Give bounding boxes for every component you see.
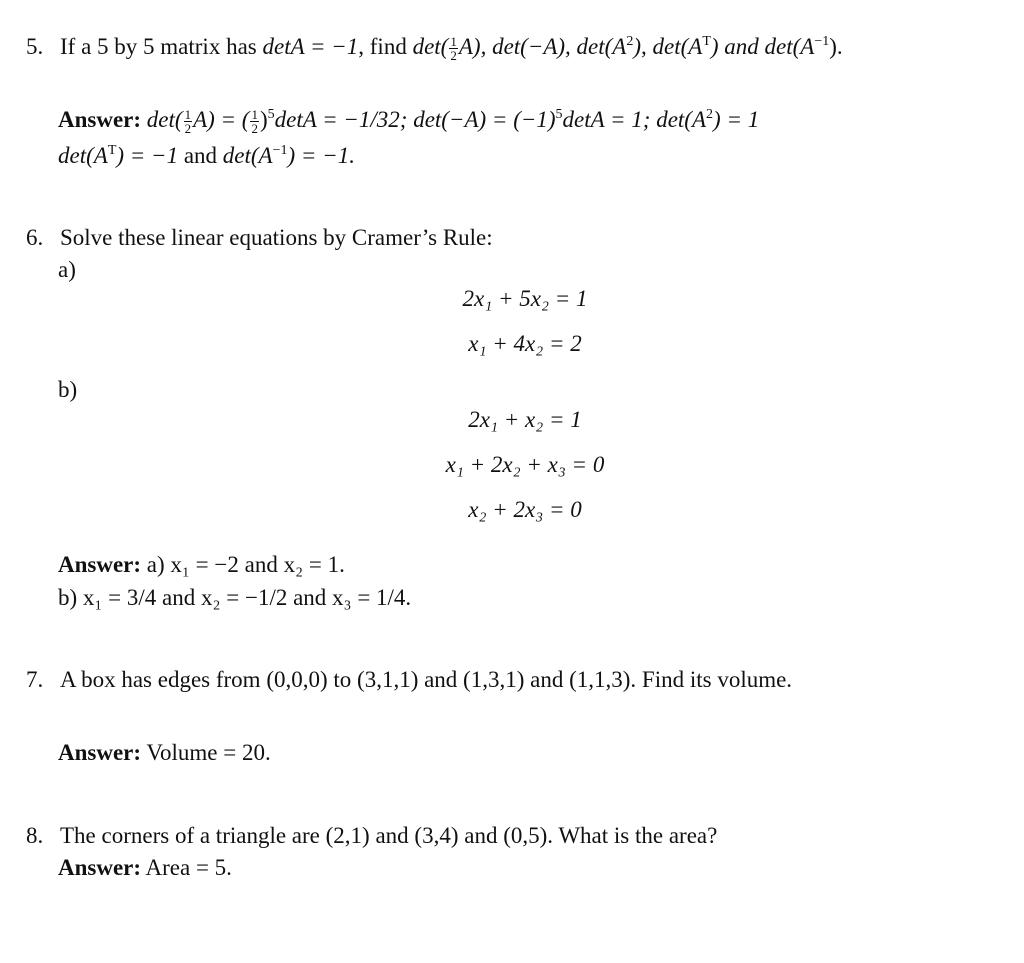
problem-7-question: [26, 668, 792, 691]
problem-6-part-a-label: a): [58, 257, 76, 282]
equation-b1: 2x₁ + x₂ = 1: [468, 407, 582, 432]
problem-5-question: 5. If a 5 by 5 matrix has detA = −1, find det( $\frac{1}{2}$ A), det(−A), $\det(A^2)$, $\det(A^T)$ and $\det(A^{-1})$.: [26, 34, 843, 64]
equation-b2: x₁ + 2x₂ + x₃ = 0: [445, 452, 605, 477]
problem-6-answer-b: b) x₁ = 3/4 and x₂ = −1/2 and x₃ = 1/4.: [58, 585, 412, 610]
problem-7-number: 7.: [26, 667, 44, 692]
problem-7-answer: Answer: Volume = 20.: [58, 740, 271, 765]
equation-a1: 2x₁ + 5x₂ = 1: [462, 286, 588, 311]
problem-5-find: , find: [358, 34, 413, 59]
problem-8-answer-label: Answer:: [58, 855, 142, 880]
problem-8-number: 8.: [26, 823, 44, 848]
problem-6-answer-a: Answer: a) x₁ = −2 and x₂ = 1.: [58, 552, 345, 577]
problem-5-number: 5.: [26, 34, 44, 59]
problem-5-mid: , det(−A), det(A: [480, 34, 627, 59]
problem-5-answer-label: Answer:: [58, 107, 142, 132]
problem-7-answer-label: Answer:: [58, 740, 142, 765]
problem-8-text: The corners of a triangle are (2,1) and (3,4) and (0,5). What is the area?: [60, 823, 718, 848]
equation-b3: x₂ + 2x₃ = 0: [468, 497, 582, 522]
problem-8-question: [26, 824, 717, 847]
problem-6-part-b-label: b): [58, 377, 78, 402]
problem-6-number: 6.: [26, 225, 44, 250]
problem-6-question: [26, 226, 493, 249]
equation-a2: x₁ + 4x₂ = 2: [468, 331, 582, 356]
problem-8-answer: Answer: Area = 5.: [58, 855, 232, 880]
problem-6-text: Solve these linear equations by Cramer’s Rule:: [60, 225, 493, 250]
problem-5-answer-line-2: $\det(A^T) = -1$ and $\det(A^{-1}) = -1$.: [58, 143, 355, 168]
problem-5-condition: detA = −1: [262, 34, 359, 59]
problem-5-text-start: If a 5 by 5 matrix has: [60, 34, 263, 59]
problem-7-text: A box has edges from (0,0,0) to (3,1,1) and (1,3,1) and (1,1,3). Find its volume.: [60, 667, 793, 692]
problem-5-answer-line-1: Answer: det( $\frac{1}{2}$ A) = ( $\frac{1}{2}$ )$^5$detA = −1/32; $\det(-A) = (-1)^5\det A = 1$; $\det(A^2) = 1$: [58, 107, 760, 137]
problem-6-answer-label: Answer:: [58, 552, 142, 577]
problem-5-half-fraction: $\frac{1}{2}$: [450, 34, 457, 64]
